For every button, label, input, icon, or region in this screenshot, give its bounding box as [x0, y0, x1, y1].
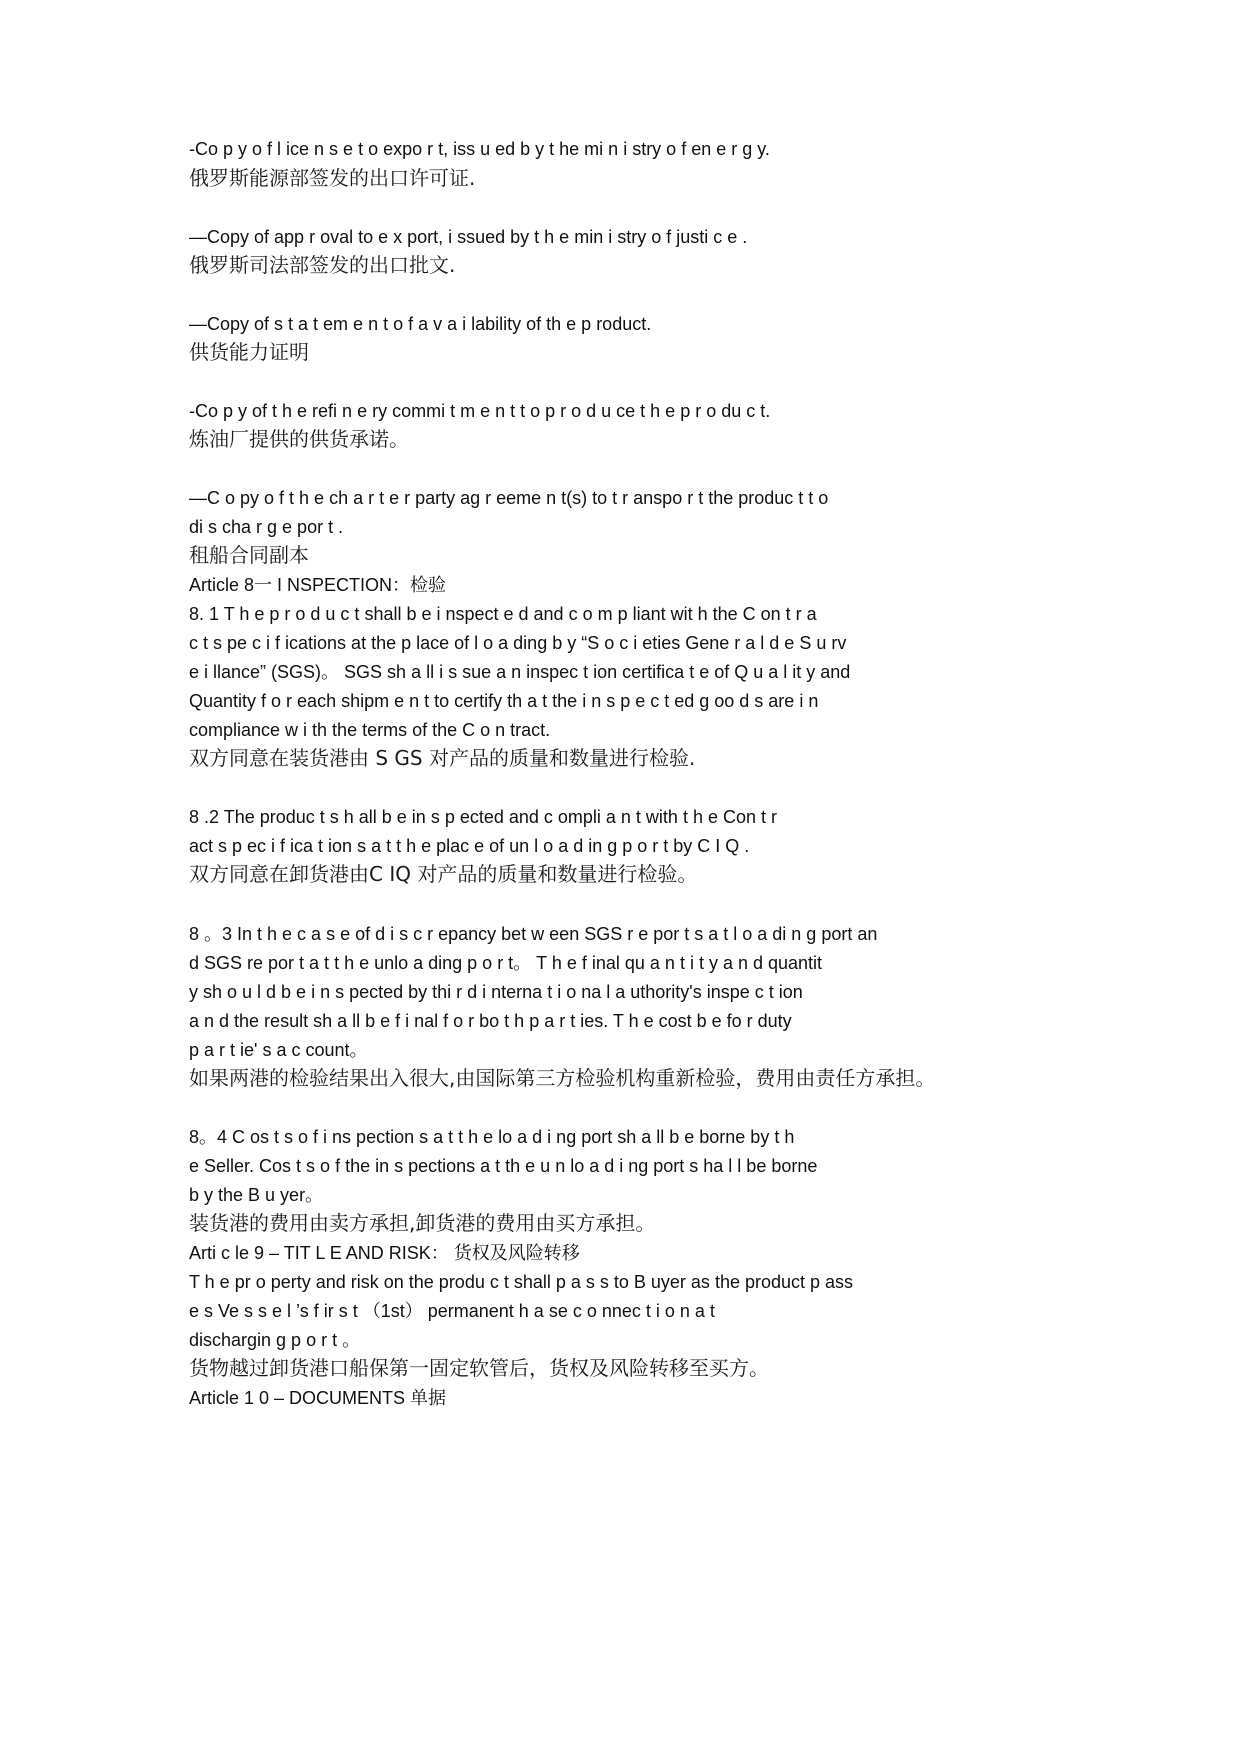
doc-line: a n d the result sh a ll b e f i nal f o r bo t h p a r t ies. T h e cost b e fo r duty [189, 1011, 792, 1031]
doc-line: 俄罗斯司法部签发的出口批文. [189, 253, 456, 277]
doc-line: di s cha r g e por t . [189, 517, 344, 537]
article-heading: Article 8一 I NSPECTION：检验 [189, 575, 447, 595]
doc-line: 如果两港的检验结果出入很大,由国际第三方检验机构重新检验，费用由责任方承担。 [189, 1066, 936, 1090]
doc-line: 炼油厂提供的供货承诺。 [189, 427, 409, 451]
doc-line: e s Ve s s e l ’s f ir s t （1st） permanent h a se c o nnec t i o n a t [189, 1301, 715, 1321]
doc-line: 供货能力证明 [189, 340, 309, 364]
doc-line: 装货港的费用由卖方承担,卸货港的费用由买方承担。 [189, 1211, 656, 1235]
doc-line: 双方同意在卸货港由C IQ 对产品的质量和数量进行检验。 [189, 862, 698, 886]
doc-line: 俄罗斯能源部签发的出口许可证. [189, 166, 476, 190]
doc-line: 8。4 C os t s o f i ns pection s a t t h e lo a d i ng port sh a ll b e borne by t h [189, 1127, 795, 1147]
doc-line: act s p ec i f ica t ion s a t t h e plac e of un l o a d in g p o r t by C I Q . [189, 836, 750, 856]
article-heading: Article 1 0 – DOCUMENTS 单据 [189, 1388, 447, 1408]
doc-line: -Co p y o f l ice n s e t o expo r t, iss u ed b y t he mi n i stry o f en e r g y. [189, 139, 770, 159]
doc-line: p a r t ie' s a c count。 [189, 1040, 368, 1060]
doc-line: T h e pr o perty and risk on the produ c t shall p a s s to B uyer as the product p ass [189, 1272, 854, 1292]
doc-line: b y the B u yer。 [189, 1185, 324, 1205]
doc-line: —Copy of app r oval to e x port, i ssued by t h e min i stry o f justi c e . [189, 227, 748, 247]
doc-line: —Copy of s t a t em e n t o f a v a i lability of th e p roduct. [189, 314, 652, 334]
doc-line: 8 .2 The produc t s h all b e in s p ected and c ompli a n t with t h e Con t r [189, 807, 777, 827]
doc-line: dischargin g p o r t 。 [189, 1330, 361, 1350]
doc-line: —C o py o f t h e ch a r t e r party ag r eeme n t(s) to t r anspo r t the produc t t o [189, 488, 829, 508]
doc-line: 8 。3 In t h e c a s e of d i s c r epancy bet w een SGS r e por t s a t l o a di n g port an [189, 924, 878, 944]
doc-line: 租船合同副本 [189, 543, 309, 567]
doc-line: e Seller. Cos t s o f the in s pections a t th e u n lo a d i ng port s ha l l be borne [189, 1156, 818, 1176]
doc-line: 货物越过卸货港口船保第一固定软管后，货权及风险转移至买方。 [189, 1356, 769, 1380]
doc-line: compliance w i th the terms of the C o n tract. [189, 720, 551, 740]
article-heading: Arti c le 9 – TIT L E AND RISK： 货权及风险转移 [189, 1243, 580, 1263]
doc-line: Quantity f o r each shipm e n t to certify th a t the i n s p e c t ed g oo d s are i n [189, 691, 819, 711]
doc-line: y sh o u l d b e i n s pected by thi r d i nterna t i o na l a uthority's inspe c t ion [189, 982, 803, 1002]
doc-line: e i llance” (SGS)。 SGS sh a ll i s sue a n inspec t ion certifica t e of Q u a l it y and [189, 662, 851, 682]
doc-line: 双方同意在装货港由 S GS 对产品的质量和数量进行检验. [189, 746, 696, 770]
doc-line: d SGS re por t a t t h e unlo a ding p o r t。 T h e f inal qu a n t i t y a n d quantit [189, 953, 823, 973]
doc-line: -Co p y of t h e refi n e ry commi t m e n t t o p r o d u ce t h e p r o du c t. [189, 401, 771, 421]
doc-line: 8. 1 T h e p r o d u c t shall b e i nspect e d and c o m p liant wit h the C on t r a [189, 604, 817, 624]
doc-line: c t s pe c i f ications at the p lace of l o a ding b y “S o c i eties Gene r a l d e S u rv [189, 633, 847, 653]
